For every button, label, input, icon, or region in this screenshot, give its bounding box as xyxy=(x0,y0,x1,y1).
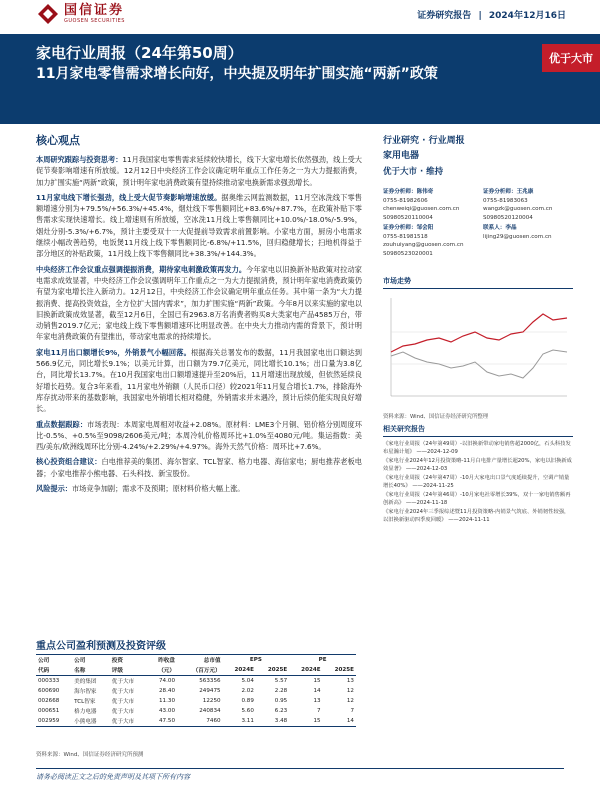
th-name: 名称 xyxy=(72,665,110,676)
table-cell: 2.02 xyxy=(241,688,254,694)
paragraph-lead: 核心投资组合建议： xyxy=(36,457,102,467)
table-cell: 12 xyxy=(346,698,354,704)
table-cell: 格力电器 xyxy=(74,709,97,715)
table-cell: 002668 xyxy=(38,698,60,704)
th-yuan: （元） xyxy=(147,665,177,676)
table-cell: 海尔智家 xyxy=(74,689,97,695)
table-cell: 14 xyxy=(313,688,321,694)
paragraph-lead: 重点数据跟踪： xyxy=(36,419,88,429)
table-cell: 15 xyxy=(313,678,321,684)
th-company-name: 公司 xyxy=(72,655,110,666)
paragraph-lead: 中央经济工作会议重点强调提振消费，期待家电刺激政策再发力。 xyxy=(36,264,247,274)
th-rating: 投资 xyxy=(110,655,148,666)
core-paragraph xyxy=(36,154,362,188)
rating-badge: 优于大市 xyxy=(542,44,600,72)
table-cell: 0.95 xyxy=(274,698,288,704)
table-cell: 13 xyxy=(313,698,321,704)
report-subtitle: 11月家电零售需求增长向好，中央提及明年扩围实施“两新”政策 xyxy=(36,66,438,82)
table-row xyxy=(36,706,356,716)
related-reports xyxy=(383,440,573,525)
forecast-table xyxy=(36,654,356,727)
table-cell: 12 xyxy=(346,688,354,694)
paragraph-lead: 11月家电线下增长强劲，线上受大促节奏影响增速放缓。 xyxy=(36,192,222,202)
market-trend-svg xyxy=(383,292,573,408)
analyst-email[interactable]: wangzk@guosen.com.cn xyxy=(483,206,553,212)
market-trend-chart xyxy=(383,292,573,408)
table-cell: 43.00 xyxy=(158,708,175,714)
core-heading: 核心观点 xyxy=(36,134,80,147)
th-eps-2025: 2025E xyxy=(256,665,289,676)
table-cell: 优于大市 xyxy=(111,709,135,715)
sector-name: 家用电器 xyxy=(383,151,420,161)
report-category: 行业研究 · 行业周报 xyxy=(383,136,465,146)
analyst-list xyxy=(383,188,583,258)
table-cell: 600690 xyxy=(38,688,60,694)
table-cell: 美的集团 xyxy=(74,679,97,685)
table-cell: 11.30 xyxy=(158,698,175,704)
th-pe-2025: 2025E xyxy=(323,665,356,676)
table-cell: 3.11 xyxy=(223,716,256,727)
table-cell: 000333 xyxy=(38,678,60,684)
table-cell: 优于大市 xyxy=(111,689,135,695)
table-cell: TCL智家 xyxy=(74,699,96,705)
table-cell: 5.57 xyxy=(274,678,288,684)
table-cell: 47.50 xyxy=(147,716,177,727)
related-report-link[interactable]: 《家电行业2024年三季报综述暨11月投资策略-内销景气筑底、外销韧性较强，以旧换新驱动四季度回暖》 ——2024-11-11 xyxy=(383,509,570,523)
table-cell: 249475 xyxy=(199,688,221,694)
table-cell: 13 xyxy=(346,678,354,684)
related-title: 相关研究报告 xyxy=(383,424,573,437)
report-type: 证券研究报告 xyxy=(417,11,472,21)
paragraph-text: 今年家电以旧换新补贴政策对拉动家电需求成效显著，中央经济工作会议强调明年工作重点之一为大力提振消费，预计明年家电消费政策仍有望为家电增长注入新动力。12月12日，中央经济工作会议确定明年重点任务。其中第一条为“大力提振消费、提高投资效益，全方位扩大国内需求”，加力扩围实施“两新”政策。今年8月以来实施的家电以旧换新政策成效显著，截至12月6日，全国已有2963.8万名消费者购买8大类家电产品4585万台，带动销售2019.7亿元；家电线上线下零售额增速环比明显改善。在中央大力推动内需的背景下，预计明年家电消费政策仍有望推出，带动家电需求的持续增长。 xyxy=(36,264,362,342)
table-cell: 240834 xyxy=(199,708,221,714)
table-subheader-row xyxy=(36,665,356,676)
report-title: 家电行业周报（24年第50周） xyxy=(36,44,243,62)
table-cell: 6.23 xyxy=(274,708,288,714)
th-eps-2024: 2024E xyxy=(223,665,256,676)
analyst-email[interactable]: zouhuiyang@guosen.com.cn xyxy=(383,242,464,248)
related-report-link[interactable]: 《家电行业2024年12月投资策略-11月白电排产量增长超20%，家电以旧换新成效显著》 ——2024-12-03 xyxy=(383,458,572,472)
th-code: 代码 xyxy=(36,665,72,676)
th-company-code: 公司 xyxy=(36,655,72,666)
related-report-link[interactable]: 《家电行业周报（24年第49周）-以旧换新带动家电销售超2000亿，石头科技发布星瀚计划》 ——2024-12-09 xyxy=(383,441,571,455)
th-million: （百万元） xyxy=(177,665,223,676)
paragraph-lead: 家电11月出口额增长9%，外销景气小幅回落。 xyxy=(36,347,191,357)
table-cell: 0.89 xyxy=(241,698,254,704)
table-title: 重点公司盈利预测及投资评级 xyxy=(36,641,166,652)
table-cell: 000651 xyxy=(38,708,60,714)
report-meta: 证券研究报告 | 2024年12月16日 xyxy=(417,11,566,21)
th-pe: PE xyxy=(289,655,356,666)
analyst-email[interactable]: lijing29@guosen.com.cn xyxy=(483,233,552,240)
side-panel xyxy=(383,134,573,180)
chart-source: 资料来源：Wind、国信证券经济研究所整理 xyxy=(383,414,489,420)
paragraph-lead: 风险提示： xyxy=(36,484,72,494)
table-cell: 15 xyxy=(289,716,322,727)
brand-logo xyxy=(36,2,125,26)
table-cell: 5.60 xyxy=(241,708,254,714)
th-pe-2024: 2024E xyxy=(289,665,322,676)
chart-title: 市场走势 xyxy=(383,276,573,289)
logo-text-cn: 国信证券 xyxy=(64,2,125,18)
table-cell: 3.48 xyxy=(256,716,289,727)
table-cell: 7 xyxy=(317,708,321,714)
table-row xyxy=(36,686,356,696)
table-cell: 563356 xyxy=(199,678,221,684)
analyst-card: 证券分析师：邹会阳 0755-81981518 zouhuiyang@guosen.com.cn S0980523020001 xyxy=(383,224,483,258)
analyst-card: 证券分析师：陈伟奇 0755-81982606 chenweiqi@guosen.com.cn S0980520110004 xyxy=(383,188,483,222)
table-cell: 优于大市 xyxy=(110,716,148,727)
analyst-card: 联系人：李晶 lijing29@guosen.com.cn xyxy=(483,224,583,258)
core-paragraph xyxy=(36,192,362,260)
th-eps: EPS xyxy=(223,655,290,666)
core-paragraphs xyxy=(36,154,362,494)
table-source: 资料来源：Wind、国信证券经济研究所预测 xyxy=(36,752,144,758)
th-close: 昨收盘 xyxy=(147,655,177,666)
table-cell: 7 xyxy=(350,708,354,714)
table-cell: 7460 xyxy=(177,716,223,727)
core-views xyxy=(36,132,362,498)
paragraph-text: 市场竞争加剧；需求不及预期；原材料价格大幅上涨。 xyxy=(71,484,245,494)
analyst-email[interactable]: chenweiqi@guosen.com.cn xyxy=(383,206,460,212)
core-paragraph xyxy=(36,456,362,479)
table-cell: 14 xyxy=(323,716,356,727)
th-grade: 评级 xyxy=(110,665,148,676)
related-report-link[interactable]: 《家电行业周报（24年第47周）-10月大家电出口景气度延续提升，空调产销量增长40%》 ——2024-11-25 xyxy=(383,475,570,489)
paragraph-text: 白电推荐美的集团、海尔智家、TCL智家、格力电器、海信家电；厨电推荐老板电器；小家电推荐小熊电器、石头科技、新宝股份。 xyxy=(36,457,362,478)
core-paragraph xyxy=(36,419,362,453)
core-paragraph xyxy=(36,347,362,415)
table-row xyxy=(36,696,356,706)
table-header-row xyxy=(36,655,356,666)
table-cell: 小熊电器 xyxy=(72,716,110,727)
table-row xyxy=(36,676,356,687)
table-row xyxy=(36,716,356,727)
paragraph-text: 市场表现：本周家电周相对收益+2.08%。原材料：LME3个月铜、铝价格分别周度环比-0.5%、+0.5%至9098/2606美元/吨；本周冷轧价格周环比+1.0%至4080元/吨。集运指数：美西/美东/欧洲线周环比分别-4.24%/+2.29%/+4.97%。海外天然气价格：周环比+7.6%。 xyxy=(36,419,362,452)
guosen-logo-icon xyxy=(36,2,60,26)
analyst-card: 证券分析师：王兆康 0755-81983063 wangzk@guosen.com.cn S0980520120004 xyxy=(483,188,583,222)
table-cell: 优于大市 xyxy=(111,679,135,685)
core-paragraph xyxy=(36,483,362,494)
paragraph-lead: 本周研究跟踪与投资思考： xyxy=(36,155,123,164)
th-mktcap: 总市值 xyxy=(177,655,223,666)
table-body xyxy=(36,676,356,727)
table-cell: 优于大市 xyxy=(111,699,135,705)
paragraph-text: 据奥维云网监测数据，11月空冰洗线下零售额增速分别为+79.5%/+56.3%/+45.4%，烟灶线下零售额同比+83.6%/+87.7%，在政策补贴下零售需求实现快速增长。线上增速则有所放缓，空冰洗11月线上零售额同比+10.0%/-18.0%/-5.9%，烟灶分别-5.3%/+6.7%，预计主要受双十一大促提前导致需求前置影响。小家电方面，厨房小电需求继续小幅改善趋势，电饭煲11月线上线下零售额同比-6.8%/+11.5%，回归稳健增长；扫地机得益于部分地区的补贴政策，11月线上线下零售额同比+38.3%/+144.3%。 xyxy=(36,192,362,259)
report-header xyxy=(0,0,600,34)
table-cell: 5.04 xyxy=(241,678,254,684)
table-cell: 2.28 xyxy=(274,688,288,694)
table-cell: 002959 xyxy=(36,716,72,727)
logo-text-en: GUOSEN SECURITIES xyxy=(64,17,125,24)
footer-disclaimer: 请务必阅读正文之后的免责声明及其项下所有内容 xyxy=(36,773,190,781)
report-date: 2024年12月16日 xyxy=(488,11,566,21)
related-report-link[interactable]: 《家电行业周报（24年第46周）-10月家电社零增长39%，双十一家电销售额再创新高》 ——2024-11-18 xyxy=(383,492,571,506)
table-cell: 28.40 xyxy=(158,688,175,694)
table-cell: 74.00 xyxy=(158,678,175,684)
chart-series-sector xyxy=(391,314,567,352)
table-cell: 12250 xyxy=(202,698,221,704)
paragraph-text: 11月我国家电零售需求延续较快增长，线下大家电增长依然强劲，线上受大促节奏影响增速有所放缓。12月12日中央经济工作会议确定明年重点工作任务之一为大力提振消费，加力扩围实施“两新”政策，预计明年家电消费政策有望持续推动家电换新需求强劲增长。 xyxy=(36,155,362,187)
core-paragraph xyxy=(36,264,362,343)
footer-divider xyxy=(36,768,564,769)
sector-rating: 优于大市 · 维持 xyxy=(383,167,444,177)
paragraph-text: 根据海关总署发布的数据，11月我国家电出口额达到566.9亿元，同比增长9.1%；以美元计算，出口额为79.7亿美元，同比增长10.1%；出口量为3.8亿台，同比增长13.7%。在10月我国家电出口额增速提升至20%后，11月增速出现放缓，但依然延续良好增长趋势。复合3年来看，11月家电外销额（人民币口径）较2021年11月复合增长1.7%，排除海外库存扰动带来的基数影响，我国家电外销增长相对稳健，外销需求并未遇冷，预计后续仍能实现良好增长。 xyxy=(36,347,362,414)
